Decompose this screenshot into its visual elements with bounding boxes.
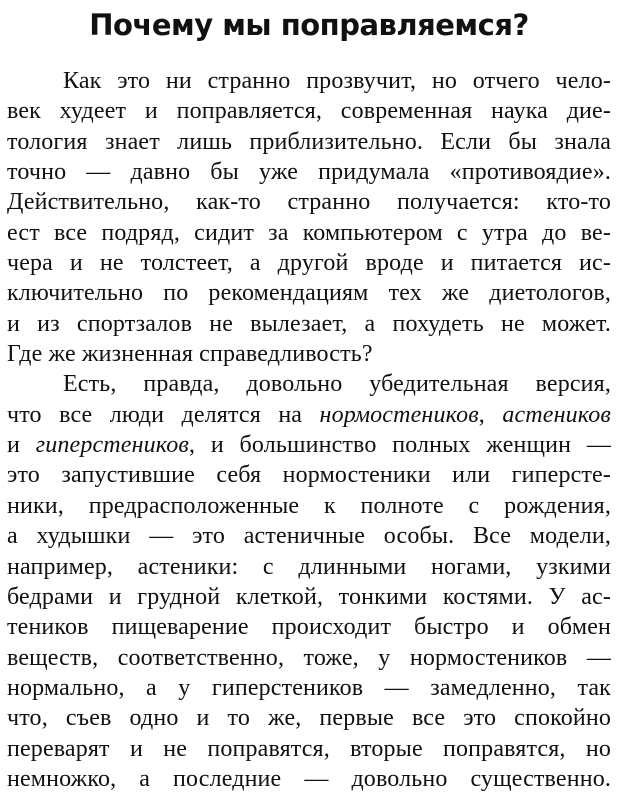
text-line: тология знает лишь приблизительно. Если бы знала	[7, 128, 611, 155]
text-line: ключительно по рекомендациям тех же диетологов,	[7, 280, 611, 307]
chapter-title: Почему мы поправляемся?	[89, 8, 529, 42]
text-line: нормально, а у гиперстеников — замедленно, так	[7, 674, 611, 701]
term-hypersthenic: гиперстеников	[35, 432, 189, 459]
term-asthenic: астеников	[502, 401, 611, 428]
text-line: это запустившие себя нормостеники или гиперсте-	[7, 462, 611, 489]
text-fragment: и	[7, 432, 36, 459]
text-fragment: , и большинство полных женщин —	[188, 432, 611, 459]
text-line: Где же жизненная справедливость?	[7, 341, 373, 368]
paragraph-1	[7, 66, 611, 369]
text-line: Есть, правда, довольно убедительная версия,	[63, 371, 611, 398]
text-line: ест все подряд, сидит за компьютером с утра до ве-	[7, 219, 611, 246]
text-line: век худеет и поправляется, современная наука дие-	[7, 98, 611, 125]
text-line-with-terms	[7, 430, 611, 460]
term-normosthenic: нормостеников	[319, 401, 479, 428]
text-line: Действительно, как-то странно получается: кто-то	[7, 189, 611, 216]
paragraph-2	[7, 369, 611, 794]
text-line: бедрами и грудной клеткой, тонкими костями. У ас-	[7, 583, 611, 610]
text-fragment: ,	[478, 401, 503, 428]
text-line: что, съев одно и то же, первые все это спокойно	[7, 705, 611, 732]
text-fragment: что все люди делятся на	[7, 401, 320, 428]
text-line: а худышки — это астеничные особы. Все модели,	[7, 523, 611, 550]
text-line-with-terms	[7, 400, 611, 430]
text-line: ники, предрасположенные к полноте с рождения,	[7, 492, 611, 519]
text-line: чера и не толстеет, а другой вроде и питается ис-	[7, 250, 611, 277]
text-line: Как это ни странно прозвучит, но отчего чело-	[63, 68, 611, 94]
text-line: например, астеники: с длинными ногами, узкими	[7, 553, 611, 580]
text-line: переварят и не поправятся, вторые поправятся, но	[7, 735, 611, 762]
text-line: точно — давно бы уже придумала «противоядие».	[7, 159, 611, 186]
text-line: немножко, а последние — довольно существенно.	[7, 765, 611, 792]
text-line: теников пищеварение происходит быстро и обмен	[7, 614, 611, 641]
text-line: и из спортзалов не вылезает, а похудеть не может.	[7, 310, 611, 337]
text-line: веществ, соответственно, тоже, у нормостеников —	[7, 644, 611, 671]
